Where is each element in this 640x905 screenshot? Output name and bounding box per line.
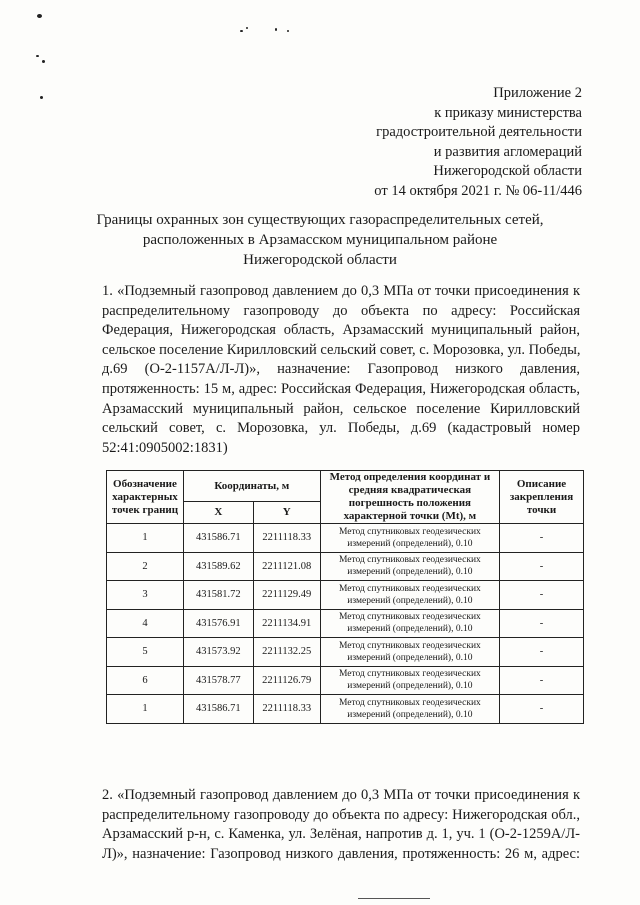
cell-x: 431589.62 bbox=[183, 552, 253, 581]
cell-method: Метод спутниковых геодезических измерений (определений), 0.10 bbox=[320, 552, 499, 581]
table-row bbox=[107, 581, 584, 610]
title-line: расположенных в Арзамасском муниципальном районе bbox=[142, 232, 498, 248]
cell-method: Метод спутниковых геодезических измерений (определений), 0.10 bbox=[320, 581, 499, 610]
table-row bbox=[107, 695, 584, 724]
table-row bbox=[107, 524, 584, 553]
cell-method: Метод спутниковых геодезических измерений (определений), 0.10 bbox=[320, 695, 499, 724]
paragraph-line: Арзамасский муниципальный район, сельское поселение Кирилловский bbox=[102, 400, 580, 417]
cell-x: 431586.71 bbox=[183, 695, 253, 724]
paragraph-line: распределительному газопроводу до объекта по адресу: Нижегородская обл., bbox=[102, 806, 580, 823]
table-row bbox=[107, 552, 584, 581]
cell-point: 1 bbox=[107, 695, 184, 724]
header-coordinates: Координаты, м bbox=[183, 471, 320, 502]
scan-speck bbox=[287, 30, 289, 32]
appendix-line: градостроительной деятельности bbox=[376, 124, 582, 140]
appendix-line: Приложение 2 bbox=[493, 85, 582, 101]
cell-method: Метод спутниковых геодезических измерений (определений), 0.10 bbox=[320, 609, 499, 638]
cell-x: 431581.72 bbox=[183, 581, 253, 610]
section-1-paragraph bbox=[102, 282, 580, 458]
appendix-line: к приказу министерства bbox=[434, 104, 582, 121]
cell-description: - bbox=[500, 552, 584, 581]
section-2-paragraph bbox=[102, 786, 580, 864]
paragraph-line: Федерация, Нижегородская область, Арзамасский муниципальный район, bbox=[102, 322, 580, 339]
scan-speck bbox=[42, 60, 45, 63]
scan-speck bbox=[246, 27, 248, 29]
cell-method: Метод спутниковых геодезических измерений (определений), 0.10 bbox=[320, 638, 499, 667]
document-title bbox=[60, 210, 580, 270]
table-row bbox=[107, 638, 584, 667]
cell-description: - bbox=[500, 524, 584, 553]
paragraph-line: сельский совет, с. Морозовка, ул. Победы, д.69 (кадастровый номер bbox=[102, 420, 580, 437]
appendix-block bbox=[302, 84, 582, 201]
scan-speck bbox=[275, 28, 277, 31]
paragraph-line: сельское поселение Кирилловский сельский совет, с. Морозовка, ул. Победы, bbox=[102, 341, 581, 358]
cell-method: Метод спутниковых геодезических измерений (определений), 0.10 bbox=[320, 524, 499, 553]
cell-y: 2211132.25 bbox=[253, 638, 320, 667]
scan-speck bbox=[40, 96, 43, 99]
header-point: Обозначение характерных точек границ bbox=[107, 471, 184, 524]
title-line: Нижегородской области bbox=[243, 252, 397, 268]
cell-point: 3 bbox=[107, 581, 184, 610]
paragraph-line: 2. «Подземный газопровод давлением до 0,3 МПа от точки присоединения к bbox=[102, 787, 580, 803]
appendix-line: от 14 октября 2021 г. № 06-11/446 bbox=[374, 182, 582, 199]
cell-description: - bbox=[500, 666, 584, 695]
cell-description: - bbox=[500, 609, 584, 638]
appendix-line: и развития агломераций bbox=[433, 143, 582, 160]
paragraph-line: Л)», назначение: Газопровод низкого давления, протяженность: 26 м, адрес: bbox=[102, 845, 580, 862]
paragraph-line: распределительному газопроводу до объекта по адресу: Российская bbox=[102, 302, 580, 319]
cell-x: 431576.91 bbox=[183, 609, 253, 638]
cell-description: - bbox=[500, 638, 584, 667]
cell-y: 2211126.79 bbox=[253, 666, 320, 695]
scan-speck bbox=[240, 30, 243, 32]
scan-speck bbox=[36, 55, 39, 57]
paragraph-line: протяженность: 15 м, адрес: Российская Федерация, Нижегородская область, bbox=[102, 380, 580, 397]
paragraph-line: д.69 (О-2-1157А/Л-Л)», назначение: Газопровод низкого давления, bbox=[102, 361, 580, 378]
cell-point: 1 bbox=[107, 524, 184, 553]
header-x: X bbox=[183, 502, 253, 524]
paragraph-line: 1. «Подземный газопровод давлением до 0,3 МПа от точки присоединения к bbox=[102, 283, 580, 299]
table-row bbox=[107, 609, 584, 638]
table-row bbox=[107, 666, 584, 695]
header-y: Y bbox=[253, 502, 320, 524]
title-line: Границы охранных зон существующих газораспределительных сетей, bbox=[96, 212, 544, 228]
page-divider bbox=[358, 898, 430, 899]
cell-x: 431578.77 bbox=[183, 666, 253, 695]
cell-y: 2211134.91 bbox=[253, 609, 320, 638]
coordinates-table bbox=[106, 470, 584, 724]
cell-x: 431586.71 bbox=[183, 524, 253, 553]
cell-point: 4 bbox=[107, 609, 184, 638]
cell-y: 2211118.33 bbox=[253, 524, 320, 553]
cell-x: 431573.92 bbox=[183, 638, 253, 667]
cell-y: 2211121.08 bbox=[253, 552, 320, 581]
cell-method: Метод спутниковых геодезических измерений (определений), 0.10 bbox=[320, 666, 499, 695]
paragraph-line: Арзамасский р-н, с. Каменка, ул. Зелёная, напротив д. 1, уч. 1 (О-2-1259А/Л- bbox=[102, 826, 580, 843]
cell-y: 2211129.49 bbox=[253, 581, 320, 610]
header-method: Метод определения координат и средняя квадратическая погрешность положения характерной точки (Mt), м bbox=[320, 471, 499, 524]
cell-y: 2211118.33 bbox=[253, 695, 320, 724]
cell-point: 2 bbox=[107, 552, 184, 581]
paragraph-line: 52:41:0905002:1831) bbox=[102, 439, 228, 456]
scan-speck bbox=[37, 14, 42, 18]
cell-description: - bbox=[500, 581, 584, 610]
cell-point: 6 bbox=[107, 666, 184, 695]
cell-point: 5 bbox=[107, 638, 184, 667]
appendix-line: Нижегородской области bbox=[433, 163, 582, 179]
cell-description: - bbox=[500, 695, 584, 724]
header-description: Описание закрепления точки bbox=[500, 471, 584, 524]
